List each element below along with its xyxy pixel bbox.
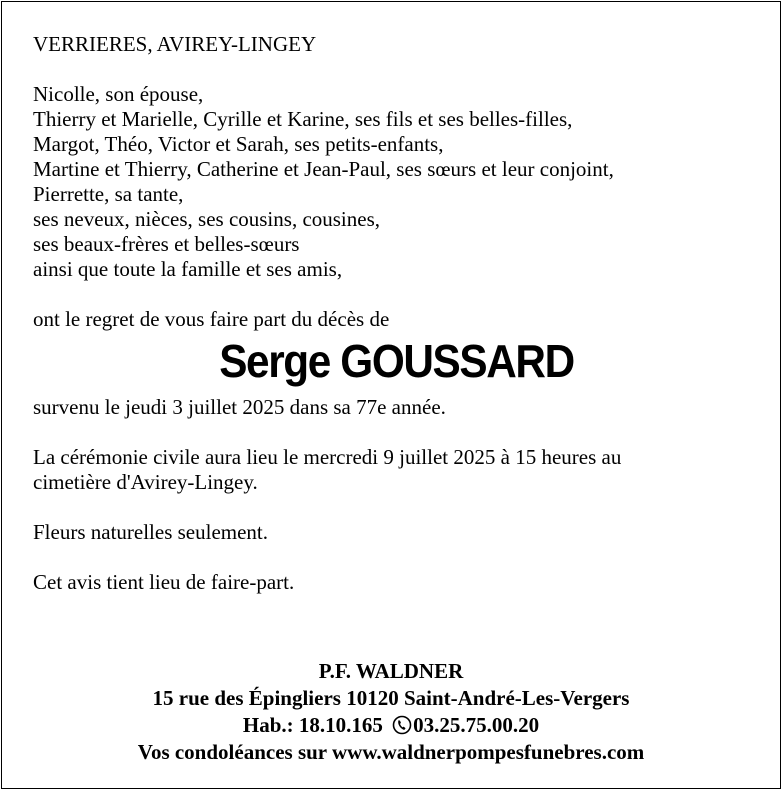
faire-part-note: Cet avis tient lieu de faire-part. [33,570,295,594]
family-line: ses beaux-frères et belles-sœurs [33,232,300,256]
announcement-intro: ont le regret de vous faire part du décès de [33,307,390,331]
death-details: survenu le jeudi 3 juillet 2025 dans sa 77e année. [33,395,446,419]
family-line: Nicolle, son épouse, [33,82,204,106]
family-line: Pierrette, sa tante, [33,182,184,206]
family-line: Margot, Théo, Victor et Sarah, ses petits-enfants, [33,132,444,156]
deceased-name: Serge GOUSSARD [219,335,574,387]
notice-body [33,32,760,595]
family-line: Thierry et Marielle, Cyrille et Karine, ses fils et ses belles-filles, [33,107,573,131]
funeral-home-contact [2,712,780,739]
flowers-note: Fleurs naturelles seulement. [33,520,269,544]
family-line: ses neveux, nièces, ses cousins, cousines, [33,207,381,231]
family-list [33,82,760,282]
obituary-notice [1,1,781,789]
condolences-link[interactable]: Vos condoléances sur www.waldnerpompesfunebres.com [137,740,645,764]
funeral-home-name: P.F. WALDNER [318,659,464,683]
phone-icon [392,715,412,735]
funeral-home-address: 15 rue des Épingliers 10120 Saint-André-Les-Vergers [152,686,630,710]
ceremony-line: cimetière d'Avirey-Lingey. [33,470,258,494]
location-heading: VERRIERES, AVIREY-LINGEY [33,32,317,56]
family-line: Martine et Thierry, Catherine et Jean-Paul, ses sœurs et leur conjoint, [33,157,614,181]
ceremony-line: La cérémonie civile aura lieu le mercredi 9 juillet 2025 à 15 heures au [33,445,622,469]
family-line: ainsi que toute la famille et ses amis, [33,257,343,281]
funeral-home-footer [2,658,780,766]
phone-number: 03.25.75.00.20 [413,713,540,737]
hab-number: Hab.: 18.10.165 [242,713,383,737]
